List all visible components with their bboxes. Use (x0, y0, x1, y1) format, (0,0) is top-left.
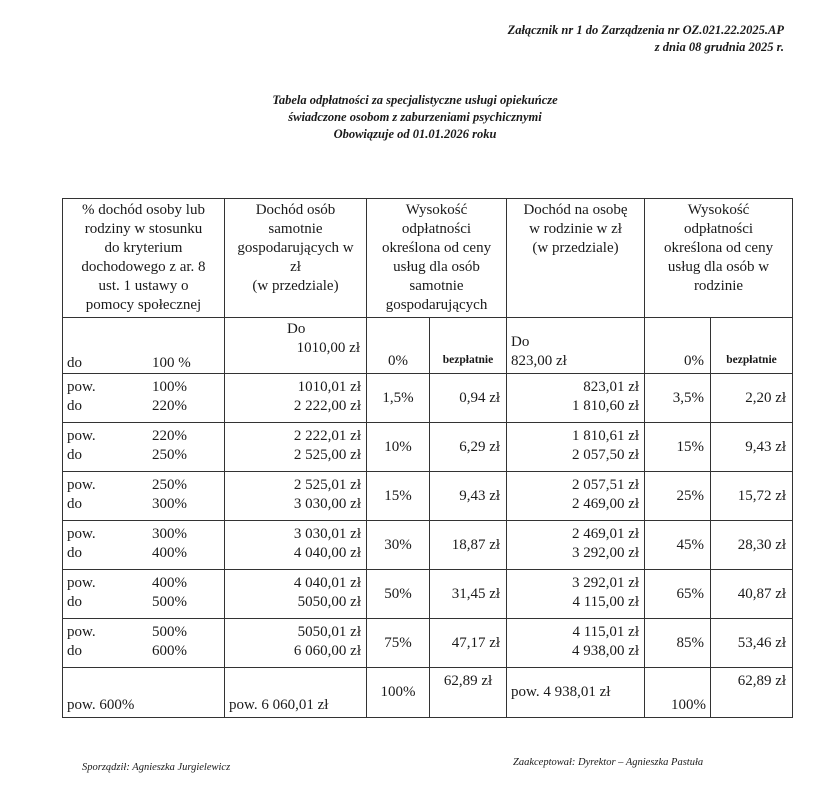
header-line: samotnie (268, 221, 323, 237)
single-percent-cell: 50% (367, 570, 430, 619)
table-header-row (63, 199, 793, 318)
single-fee-cell: 47,17 zł (430, 619, 507, 668)
header-line: samotnie (409, 278, 464, 294)
header-single-fee (367, 199, 507, 318)
title-line-2: świadczone osobom z zaburzeniami psychicznymi (288, 110, 542, 124)
single-fee-cell: 18,87 zł (430, 521, 507, 570)
single-fee-cell: 9,43 zł (430, 472, 507, 521)
family-fee-cell: 9,43 zł (711, 423, 793, 472)
title-line-1: Tabela odpłatności za specjalistyczne usługi opiekuńcze (272, 93, 558, 107)
family-income-cell: 4 115,01 zł 4 938,00 zł (507, 619, 645, 668)
header-line: odpłatności (401, 221, 472, 237)
header-line: (w przedziale) (532, 240, 619, 256)
header-line: określona od ceny (381, 240, 492, 256)
family-fee-cell: 40,87 zł (711, 570, 793, 619)
family-percent-cell: 3,5% (645, 374, 711, 423)
header-line: rodziny w stosunku (84, 221, 203, 237)
range-cell: pow. 250% do 300% (63, 472, 225, 521)
single-fee-cell: 0,94 zł (430, 374, 507, 423)
family-fee-cell: 53,46 zł (711, 619, 793, 668)
family-percent-cell: 65% (645, 570, 711, 619)
range-cell: do 100 % (63, 318, 225, 374)
header-line: w rodzinie w zł (529, 221, 622, 237)
family-income-cell: 2 057,51 zł 2 469,00 zł (507, 472, 645, 521)
single-percent-cell: 1,5% (367, 374, 430, 423)
single-income-cell: 4 040,01 zł 5050,00 zł (225, 570, 367, 619)
single-percent-cell: 10% (367, 423, 430, 472)
header-line: Wysokość (687, 202, 750, 218)
header-line: odpłatności (683, 221, 754, 237)
header-line: usług dla osób (393, 259, 480, 275)
family-fee-cell: 2,20 zł (711, 374, 793, 423)
family-fee-cell: 62,89 zł (711, 668, 793, 718)
single-fee-cell: 6,29 zł (430, 423, 507, 472)
prepared-by: Sporządził: Agnieszka Jurgielewicz (82, 762, 231, 773)
single-income-cell: 3 030,01 zł 4 040,00 zł (225, 521, 367, 570)
header-line: określona od ceny (663, 240, 774, 256)
family-percent-cell: 25% (645, 472, 711, 521)
header-line: ust. 1 ustawy o (98, 278, 189, 294)
family-percent-cell: 85% (645, 619, 711, 668)
single-income-cell: Do 1010,00 zł (225, 318, 367, 374)
header-line: do kryterium (104, 240, 183, 256)
header-line: usług dla osób w (667, 259, 770, 275)
header-income-percent (63, 199, 225, 318)
family-income-cell: Do 823,00 zł (507, 318, 645, 374)
family-income-cell: pow. 4 938,01 zł (507, 668, 645, 718)
header-line: (w przedziale) (252, 278, 339, 294)
accepted-by: Zaakceptował: Dyrektor – Agnieszka Pastuła (513, 757, 704, 768)
family-income-cell: 2 469,01 zł 3 292,00 zł (507, 521, 645, 570)
single-income-cell: 2 222,01 zł 2 525,00 zł (225, 423, 367, 472)
single-percent-cell: 15% (367, 472, 430, 521)
header-line: rodzinie (693, 278, 744, 294)
table-row (63, 423, 793, 472)
header-line: pomocy społecznej (85, 297, 202, 313)
single-fee-cell: bezpłatnie (430, 318, 507, 374)
header-line: Dochód osób (255, 202, 336, 218)
range-cell: pow. 100% do 220% (63, 374, 225, 423)
header-family-fee (645, 199, 793, 318)
annex-reference: Załącznik nr 1 do Zarządzenia nr OZ.021.22.2025.AP (507, 23, 784, 37)
header-line: Dochód na osobę (523, 202, 628, 218)
table-row (63, 374, 793, 423)
range-cell: pow. 400% do 500% (63, 570, 225, 619)
family-income-cell: 3 292,01 zł 4 115,00 zł (507, 570, 645, 619)
range-cell: pow. 300% do 400% (63, 521, 225, 570)
family-percent-cell: 100% (645, 668, 711, 718)
range-cell: pow. 500% do 600% (63, 619, 225, 668)
header-line: % dochód osoby lub (82, 202, 205, 218)
title-line-3: Obowiązuje od 01.01.2026 roku (333, 127, 497, 141)
single-fee-cell: 62,89 zł (430, 668, 507, 718)
fee-table (62, 198, 793, 718)
family-fee-cell: 28,30 zł (711, 521, 793, 570)
table-row (63, 521, 793, 570)
family-fee-cell: 15,72 zł (711, 472, 793, 521)
table-row (63, 570, 793, 619)
document-title (0, 92, 830, 143)
family-percent-cell: 15% (645, 423, 711, 472)
table-row (63, 318, 793, 374)
table-row (63, 668, 793, 718)
single-income-cell: pow. 6 060,01 zł (225, 668, 367, 718)
family-income-cell: 823,01 zł 1 810,60 zł (507, 374, 645, 423)
table-row (63, 619, 793, 668)
single-income-cell: 1010,01 zł 2 222,00 zł (225, 374, 367, 423)
family-income-cell: 1 810,61 zł 2 057,50 zł (507, 423, 645, 472)
family-percent-cell: 45% (645, 521, 711, 570)
family-percent-cell: 0% (645, 318, 711, 374)
header-line: dochodowego z ar. 8 (81, 259, 206, 275)
range-cell: pow. 600% (63, 668, 225, 718)
header-line: gospodarujących (385, 297, 488, 313)
header-line: zł (290, 259, 301, 275)
header-single-income (225, 199, 367, 318)
single-percent-cell: 0% (367, 318, 430, 374)
single-income-cell: 5050,01 zł 6 060,00 zł (225, 619, 367, 668)
range-cell: pow. 220% do 250% (63, 423, 225, 472)
single-percent-cell: 30% (367, 521, 430, 570)
single-income-cell: 2 525,01 zł 3 030,00 zł (225, 472, 367, 521)
header-line: Wysokość (405, 202, 468, 218)
table-row (63, 472, 793, 521)
single-percent-cell: 100% (367, 668, 430, 718)
family-fee-cell: bezpłatnie (711, 318, 793, 374)
single-fee-cell: 31,45 zł (430, 570, 507, 619)
header-family-income (507, 199, 645, 318)
single-percent-cell: 75% (367, 619, 430, 668)
annex-date: z dnia 08 grudnia 2025 r. (654, 40, 784, 54)
document-header (508, 22, 784, 56)
header-line: gospodarujących w (237, 240, 354, 256)
